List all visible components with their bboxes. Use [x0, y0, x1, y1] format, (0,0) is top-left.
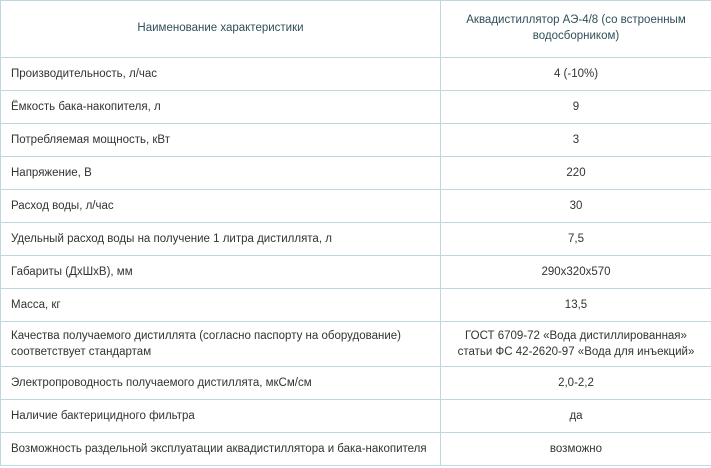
table-row — [1, 322, 711, 367]
row-value: да — [441, 400, 711, 433]
table-row — [1, 289, 711, 322]
row-label: Расход воды, л/час — [1, 190, 441, 223]
table-row — [1, 400, 711, 433]
table-row — [1, 256, 711, 289]
table-row — [1, 190, 711, 223]
table-row — [1, 91, 711, 124]
row-value: 3 — [441, 124, 711, 157]
column-header-value: Аквадистиллятор АЭ-4/8 (со встроенным водосборником) — [441, 1, 711, 58]
row-label: Электропроводность получаемого дистиллята, мкСм/см — [1, 367, 441, 400]
row-value: 220 — [441, 157, 711, 190]
row-value: 2,0-2,2 — [441, 367, 711, 400]
table-row — [1, 157, 711, 190]
table-row — [1, 433, 711, 466]
row-value: 9 — [441, 91, 711, 124]
row-label: Ёмкость бака-накопителя, л — [1, 91, 441, 124]
row-label: Напряжение, В — [1, 157, 441, 190]
row-value: возможно — [441, 433, 711, 466]
row-value: 4 (-10%) — [441, 58, 711, 91]
table-row — [1, 367, 711, 400]
table-header-row — [1, 1, 711, 58]
row-value: 30 — [441, 190, 711, 223]
row-value: 7,5 — [441, 223, 711, 256]
row-label: Качества получаемого дистиллята (согласно паспорту на оборудование) соответствует стандартам — [1, 322, 441, 367]
table-header — [1, 1, 711, 58]
row-label: Возможность раздельной эксплуатации аквадистиллятора и бака-накопителя — [1, 433, 441, 466]
row-label: Удельный расход воды на получение 1 литра дистиллята, л — [1, 223, 441, 256]
row-label: Масса, кг — [1, 289, 441, 322]
table-row — [1, 124, 711, 157]
table-body — [1, 58, 711, 466]
row-label: Потребляемая мощность, кВт — [1, 124, 441, 157]
row-value: 290х320х570 — [441, 256, 711, 289]
table-row — [1, 223, 711, 256]
column-header-name: Наименование характеристики — [1, 1, 441, 58]
table-row — [1, 58, 711, 91]
row-label: Производительность, л/час — [1, 58, 441, 91]
row-value: 13,5 — [441, 289, 711, 322]
row-label: Габариты (ДхШхВ), мм — [1, 256, 441, 289]
row-label: Наличие бактерицидного фильтра — [1, 400, 441, 433]
row-value: ГОСТ 6709-72 «Вода дистиллированная» статьи ФС 42-2620-97 «Вода для инъекций» — [441, 322, 711, 367]
